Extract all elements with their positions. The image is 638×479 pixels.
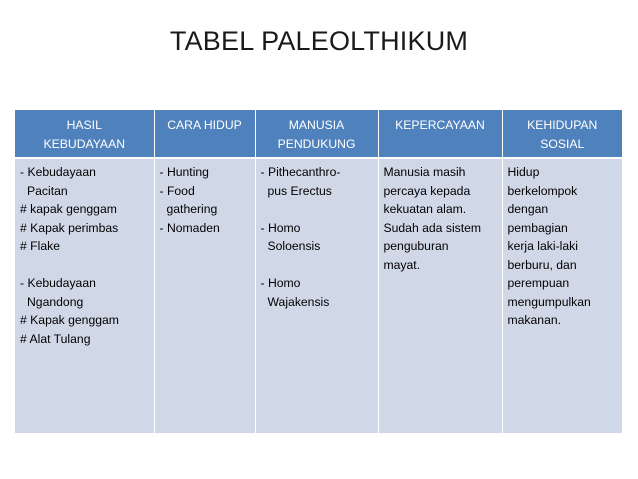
cell-text-line: - Nomaden — [159, 220, 220, 235]
header-kepercayaan — [378, 110, 502, 158]
cell-kepercayaan — [378, 158, 502, 433]
page-title: TABEL PALEOLTHIKUM — [169, 26, 469, 56]
header-text-line: SOSIAL — [540, 136, 585, 151]
header-manusia-pendukung — [255, 110, 378, 158]
cell-text-line: - Food — [159, 183, 195, 198]
cell-text-line: Soloensis — [267, 239, 321, 253]
blank-line — [261, 200, 374, 219]
blank-line — [261, 256, 374, 275]
cell-text-line: - Kebudayaan — [20, 165, 96, 179]
cell-text-line: # Flake — [20, 239, 60, 253]
header-cara-hidup — [154, 110, 255, 158]
cell-text-line: kekuatan alam. — [383, 202, 467, 216]
cell-text-line: mengumpulkan — [507, 294, 591, 309]
header-kehidupan-sosial — [502, 110, 622, 158]
cell-text-line: Wajakensis — [267, 294, 330, 309]
cell-text-line: - Homo — [260, 220, 301, 235]
cell-text-line: Manusia masih — [383, 165, 466, 179]
table-row — [15, 158, 622, 433]
cell-text-line: mayat. — [383, 257, 421, 272]
header-hasil-kebudayaan — [15, 110, 154, 158]
cell-text-line: # Kapak genggam — [20, 313, 119, 327]
cell-text-line: pembagian — [507, 220, 568, 235]
cell-text-line: gathering — [166, 202, 218, 216]
cell-text-line: perempuan — [507, 276, 570, 290]
cell-cara-hidup — [154, 158, 255, 433]
cell-text-line: Sudah ada sistem — [383, 220, 482, 235]
header-text-line: KEPERCAYAAN — [395, 118, 485, 132]
paleolithic-table — [15, 110, 622, 433]
cell-text-line: Pacitan — [27, 183, 68, 198]
cell-text-line: kerja laki-laki — [507, 239, 578, 253]
cell-text-line: - Kebudayaan — [20, 276, 96, 290]
blank-line — [20, 256, 150, 275]
cell-kehidupan-sosial — [502, 158, 622, 433]
cell-manusia-pendukung — [255, 158, 378, 433]
cell-text-line: berkelompok — [507, 183, 578, 198]
cell-text-line: - Hunting — [159, 165, 209, 179]
cell-text-line: - Pithecanthro- — [260, 165, 341, 179]
header-text-line: KEHIDUPAN — [527, 118, 598, 132]
cell-text-line: pus Erectus — [267, 183, 332, 198]
cell-text-line: berburu, dan — [507, 257, 577, 272]
cell-text-line: # Alat Tulang — [20, 331, 91, 346]
cell-text-line: Hidup — [507, 165, 540, 179]
header-text-line: KEBUDAYAAN — [43, 136, 125, 151]
cell-text-line: penguburan — [383, 239, 449, 253]
cell-hasil-kebudayaan — [15, 158, 154, 433]
cell-text-line: - Homo — [260, 276, 301, 290]
header-text-line: CARA HIDUP — [167, 118, 242, 132]
cell-text-line: percaya kepada — [383, 183, 471, 198]
header-text-line: MANUSIA — [288, 118, 345, 132]
cell-text-line: makanan. — [507, 313, 562, 327]
cell-text-line: Ngandong — [27, 294, 84, 309]
table-header-row — [15, 110, 622, 158]
cell-text-line: dengan — [507, 202, 549, 216]
header-text-line: HASIL — [66, 118, 102, 132]
header-text-line: PENDUKUNG — [277, 136, 356, 151]
cell-text-line: # Kapak perimbas — [20, 220, 119, 235]
cell-text-line: # kapak genggam — [20, 202, 117, 216]
